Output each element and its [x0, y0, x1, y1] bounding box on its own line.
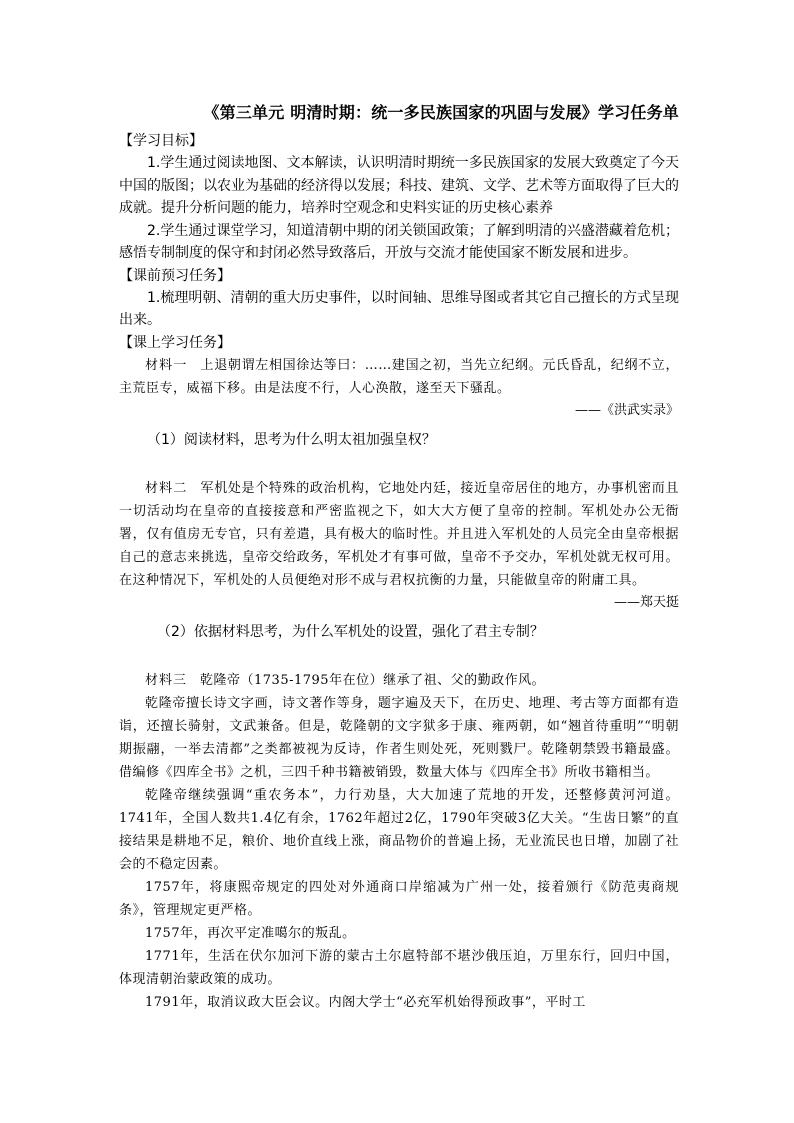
material-3-para-5: 1757年，再次平定准噶尔的叛乱。 [145, 925, 356, 941]
objective-item-2: 2.学生通过课堂学习，知道清朝中期的闭关锁国政策；了解到明清的兴盛潜藏着危机；感悟专制制度的保守和封闭必然导致落后，开放与交流才能使国家不断发展和进步。 [119, 222, 679, 261]
question-2: （2）依据材料思考，为什么军机处的设置，强化了君主专制？ [157, 623, 544, 640]
material-2-label: 材料二 [145, 480, 188, 496]
material-3-para-6: 1771年，生活在伏尔加河下游的蒙古土尔扈特部不堪沙俄压迫，万里东行，回归中国，体现清朝治蒙政策的成功。 [119, 948, 679, 987]
material-3-para-3: 乾隆帝继续强调“重农务本”，力行劝垦，大大加速了荒地的开发，还整修黄河河道。1741年，全国人数共1.4亿有余，1762年超过2亿，1790年突破3亿大关。“生齿日繁”的直接结果是耕地不足，粮价、地价直线上涨，商品物价的普遍上扬，无业流民也日增，加剧了社会的不稳定因素。 [119, 787, 679, 872]
material-3 [119, 669, 679, 692]
material-1-text: 上退朝谓左相国徐达等曰：……建国之初，当先立纪纲。元氏昏乱，纪纲不立，主荒臣专，威福下移。由是法度不行，人心涣散，遂至天下骚乱。 [119, 357, 679, 396]
material-3-label: 材料三 [145, 672, 188, 688]
question-1: （1）阅读材料，思考为什么明太祖加强皇权？ [147, 431, 436, 448]
objectives-heading: 【学习目标】 [119, 133, 203, 149]
class-tasks-heading: 【课上学习任务】 [119, 334, 231, 351]
material-3-para-1: 乾隆帝（1735-1795年在位）继承了祖、父的勤政作风。 [200, 672, 546, 688]
material-1-label: 材料一 [145, 357, 188, 373]
material-3-para-2: 乾隆帝擅长诗文字画，诗文著作等身，题字遍及天下，在历史、地理、考古等方面都有造诣，还擅长骑射，文武兼备。但是，乾隆朝的文字狱多于康、雍两朝，如“翘首待重明”“明朝期振翮，一举去清都”之类都被视为反诗，作者生则处死，死则戮尸。乾隆朝禁毁书籍最盛。借编修《四库全书》之机，三四千种书籍被销毁，数量大体与《四库全书》所收书籍相当。 [119, 695, 679, 780]
material-3-para-7: 1791年，取消议政大臣会议。内阁大学士“必充军机始得预政事”，平时工 [145, 994, 586, 1010]
material-2-text: 军机处是个特殊的政治机构，它地处内廷，接近皇帝居住的地方，办事机密而且一切活动均在皇帝的直接接意和严密监视之下，如大大方便了皇帝的控制。军机处办公无衙署，仅有值房无专官，只有差遣，具有极大的临时性。并且进入军机处的人员完全由皇帝根据自己的意志来挑选，皇帝交给政务，军机处才有事可做，皇帝不予交办，军机处就无权可用。在这种情况下，军机处的人员便绝对形不成与君权抗衡的力量，只能做皇帝的附庸工具。 [119, 480, 679, 588]
page-title: 《第三单元 明清时期：统一多民族国家的巩固与发展》学习任务单 [203, 103, 679, 122]
material-1-source: ——《洪武实录》 [574, 402, 679, 418]
document-page [119, 100, 679, 1014]
preview-item-1: 1.梳理明朝、清朝的重大历史事件，以时间轴、思维导图或者其它自己擅长的方式呈现出来。 [119, 289, 679, 328]
objective-item-1: 1.学生通过阅读地图、文本解读，认识明清时期统一多民族国家的发展大致奠定了今天中国的版图；以农业为基础的经济得以发展；科技、建筑、文学、艺术等方面取得了巨大的成就。提升分析问题的能力，培养时空观念和史料实证的历史核心素养 [119, 155, 679, 216]
material-2 [119, 477, 679, 592]
material-2-source: ——郑天挺 [613, 594, 679, 610]
preview-heading: 【课前预习任务】 [119, 267, 231, 284]
material-3-para-4: 1757年，将康熙帝规定的四处对外通商口岸缩减为广州一处，接着颁行《防范夷商规条》，管理规定更严格。 [119, 879, 679, 918]
material-1 [119, 354, 679, 400]
